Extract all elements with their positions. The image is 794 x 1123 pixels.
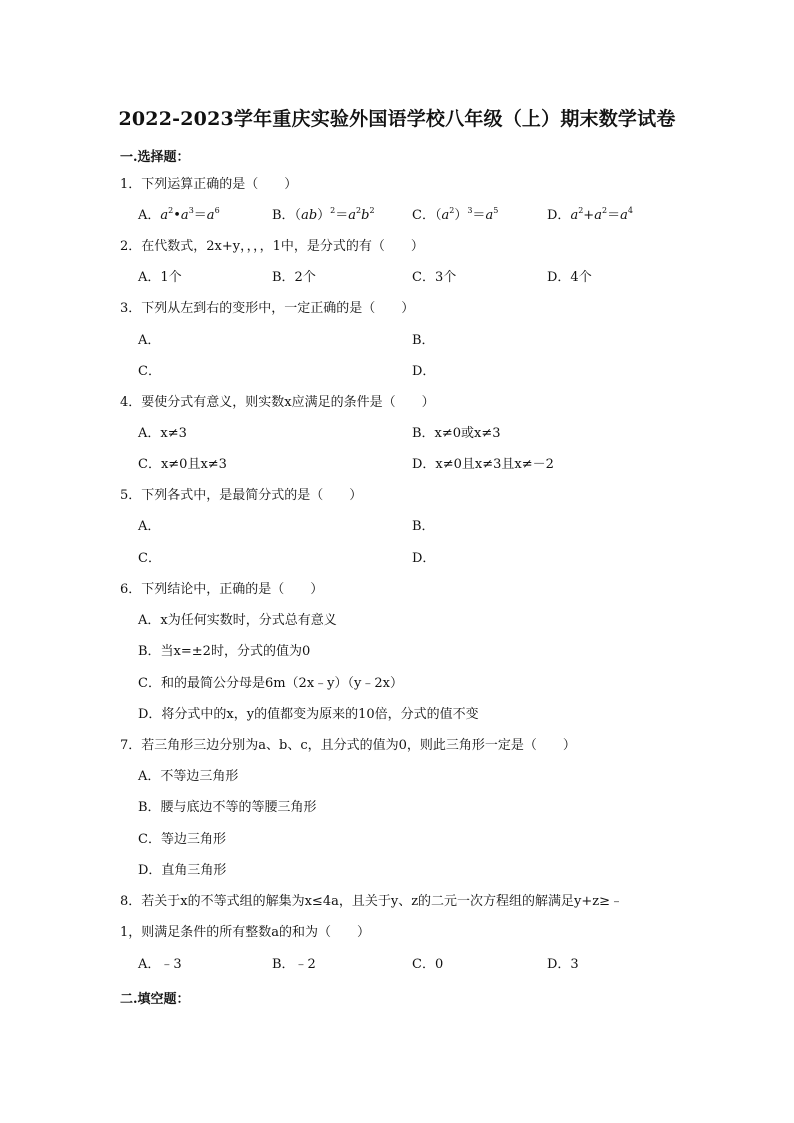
question-7-stem: 7．若三角形三边分别为a、b、c，且分式的值为0，则此三角形一定是（ ） [120, 738, 576, 753]
question-2-option-b: B．2个 [272, 270, 316, 285]
question-8-option-a: A．﹣3 [138, 957, 182, 972]
question-5-stem: 5．下列各式中，是最简分式的是（ ） [120, 488, 363, 503]
question-6-option-a: A．x为任何实数时，分式总有意义 [138, 613, 337, 628]
question-4-stem: 4．要使分式有意义，则实数x应满足的条件是（ ） [120, 395, 435, 410]
question-8-stem-continued: 1，则满足条件的所有整数a的和为（ ） [120, 925, 371, 940]
question-5-option-a: A． [138, 519, 161, 534]
question-7-option-b: B．腰与底边不等的等腰三角形 [138, 800, 317, 815]
question-3-option-c: C． [138, 364, 161, 379]
question-1-option-b: B．$(ab)^2=a^2b^2$ [272, 206, 375, 223]
question-1-option-d: D．$a^2+a^2=a^4$ [547, 206, 633, 223]
question-4-option-a: A．x≠3 [138, 426, 187, 441]
question-6-stem: 6．下列结论中，正确的是（ ） [120, 582, 324, 597]
question-3-stem: 3．下列从左到右的变形中，一定正确的是（ ） [120, 301, 415, 316]
question-6-option-d: D．将分式中的x，y的值都变为原来的10倍，分式的值不变 [138, 707, 479, 722]
question-2-option-d: D．4个 [547, 270, 592, 285]
question-1-stem: 1．下列运算正确的是（ ） [120, 177, 298, 192]
question-3-option-b: B． [412, 333, 435, 348]
question-7-option-d: D．直角三角形 [138, 863, 227, 878]
question-4-option-b: B．x≠0或x≠3 [412, 426, 501, 441]
question-5-option-c: C． [138, 551, 161, 566]
question-2-stem: 2．在代数式，2x+y，，，，1中，是分式的有（ ） [120, 239, 424, 254]
question-3-option-a: A． [138, 333, 161, 348]
question-5-option-b: B． [412, 519, 435, 534]
question-8-stem: 8．若关于x的不等式组的解集为x≤4a，且关于y、z的二元一次方程组的解满足y+z≥﹣ [120, 894, 624, 909]
question-6-option-c: C．和的最简公分母是6m（2x﹣y）（y﹣2x） [138, 676, 403, 691]
section-heading-fill: 二.填空题： [120, 992, 190, 1007]
question-3-option-d: D． [412, 364, 436, 379]
section-heading-choice: 一.选择题： [120, 150, 190, 165]
question-1-option-a: A．$a^2•a^3=a^6$ [138, 206, 220, 223]
question-8-option-d: D．3 [547, 957, 579, 972]
question-2-option-c: C．3个 [412, 270, 457, 285]
question-5-option-d: D． [412, 551, 436, 566]
question-8-option-c: C．0 [412, 957, 444, 972]
question-2-option-a: A．1个 [138, 270, 182, 285]
question-1-option-c: C．$(a^2)^3=a^5$ [412, 206, 499, 223]
question-7-option-a: A．不等边三角形 [138, 769, 239, 784]
page-title: 2022-2023学年重庆实验外国语学校八年级（上）期末数学试卷 [118, 108, 676, 130]
question-6-option-b: B．当x=±2时，分式的值为0 [138, 644, 311, 659]
question-4-option-c: C．x≠0且x≠3 [138, 457, 227, 472]
question-4-option-d: D．x≠0且x≠3且x≠－2 [412, 457, 554, 472]
question-8-option-b: B．﹣2 [272, 957, 316, 972]
question-7-option-c: C．等边三角形 [138, 832, 226, 847]
